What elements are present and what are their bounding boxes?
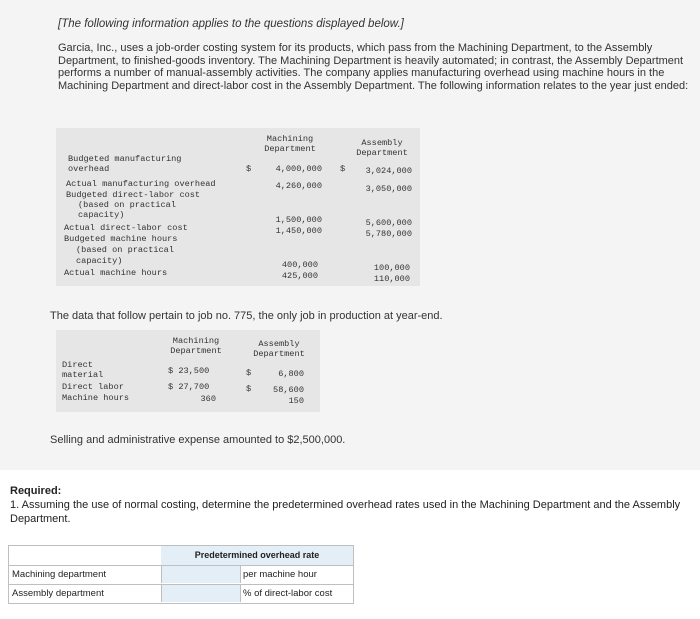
assembly-value: 58,600: [273, 385, 304, 395]
job-intro-text: The data that follow pertain to job no. 775, the only job in production at year-end.: [50, 310, 443, 322]
machining-rate-input[interactable]: [161, 566, 241, 583]
currency-sign: $: [246, 384, 252, 394]
machining-value: 400,000: [281, 260, 318, 270]
row-label: Machining department: [12, 569, 106, 580]
machining-header: [254, 134, 326, 154]
machining-value: 4,000,000: [275, 164, 322, 174]
row-label: capacity): [76, 256, 123, 266]
required-question: 1. Assuming the use of normal costing, determine the predetermined overhead rates used in the Machining Department and the Assembly Department.: [10, 499, 681, 525]
header-line: Machining: [266, 134, 314, 144]
assembly-header: [242, 339, 316, 359]
header-line: Department: [253, 349, 305, 359]
row-label: Direct labor: [62, 382, 124, 392]
machining-value: 4,260,000: [275, 181, 322, 191]
assembly-value: 5,600,000: [365, 218, 412, 228]
currency-sign: $: [246, 164, 252, 174]
row-label: capacity): [78, 210, 125, 220]
answer-table-header: Predetermined overhead rate: [161, 546, 353, 566]
row-label: Budgeted direct-labor cost: [66, 190, 201, 200]
machining-value: 1,450,000: [275, 226, 322, 236]
unit-label: % of direct-labor cost: [243, 588, 333, 599]
currency-sign: $: [246, 368, 252, 378]
job-data-table: [56, 330, 320, 412]
answer-row-assembly: [9, 584, 353, 603]
machining-value: 1,500,000: [275, 215, 322, 225]
selling-admin-expense-text: Selling and administrative expense amounted to $2,500,000.: [50, 434, 346, 446]
assembly-value: 3,050,000: [365, 184, 412, 194]
assembly-value: 6,800: [278, 369, 304, 379]
assembly-value: 3,024,000: [365, 166, 412, 176]
assembly-rate-input[interactable]: [161, 585, 241, 602]
row-label: Direct: [62, 360, 93, 370]
assembly-value: 150: [288, 396, 304, 406]
unit-label: per machine hour: [243, 569, 317, 580]
row-label: Machine hours: [62, 393, 130, 403]
assembly-value: 5,780,000: [365, 229, 412, 239]
intro-paragraph: Garcia, Inc., uses a job-order costing system for its products, which pass from the Machining Department, to the Assembly Department, to finished-goods inventory. The Machining Department is heavily automated; in contrast, the Assembly Department performs a number of manual-assembly activities. The company applies manufacturing overhead using machine hours in the Machining Department and direct-labor cost in the Assembly Department. The following information relates to the year just ended:: [58, 42, 689, 92]
department-data-table: [56, 128, 420, 286]
row-label: material: [62, 370, 104, 380]
row-label: (based on practical: [78, 200, 176, 210]
row-label: Budgeted machine hours: [64, 234, 178, 244]
row-label: Actual manufacturing overhead: [66, 179, 216, 189]
row-label: Actual machine hours: [64, 268, 168, 278]
header-line: Department: [356, 148, 408, 158]
assembly-header: [346, 138, 418, 158]
header-line: Assembly: [258, 339, 300, 349]
row-label: overhead: [68, 164, 110, 174]
assembly-value: 100,000: [373, 263, 410, 273]
machining-value: 425,000: [281, 271, 318, 281]
header-line: Assembly: [361, 138, 403, 148]
machining-value: 360: [200, 394, 216, 404]
row-label: Actual direct-labor cost: [64, 223, 188, 233]
currency-sign: $: [340, 164, 346, 174]
answer-table: [8, 545, 354, 604]
header-line: Department: [264, 144, 316, 154]
header-line: Department: [170, 346, 222, 356]
machining-header: [160, 336, 232, 356]
required-heading: Required:: [10, 485, 62, 497]
row-label: Assembly department: [12, 588, 104, 599]
header-line: Machining: [172, 336, 220, 346]
answer-row-machining: [9, 565, 353, 584]
row-label: Budgeted manufacturing: [68, 154, 182, 164]
machining-value: $ 23,500: [168, 366, 210, 376]
intro-note: [The following information applies to the questions displayed below.]: [58, 18, 404, 30]
row-label: (based on practical: [76, 245, 174, 255]
machining-value: $ 27,700: [168, 382, 210, 392]
required-section: [10, 484, 696, 526]
assembly-value: 110,000: [373, 274, 410, 284]
